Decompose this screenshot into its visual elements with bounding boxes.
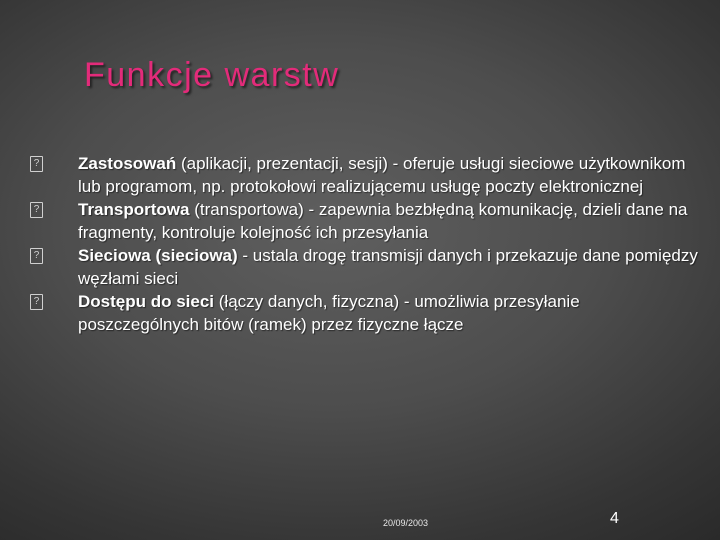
bullet-marker-icon: ? [30, 248, 43, 264]
footer-date: 20/09/2003 [383, 518, 429, 528]
bullet-text: (aplikacji, prezentacji, sesji) - oferuje usługi sieciowe użytkownikom lub programom, np. protokołowi realizującemu usługę poczty elektronicznej [78, 154, 686, 196]
bullet-item [30, 290, 700, 336]
bullet-item [30, 198, 700, 244]
bullet-text: (łączy danych, fizyczna) - umożliwia przesyłanie poszczególnych bitów (ramek) przez fizyczne łącze [78, 292, 580, 334]
bullet-marker-icon: ? [30, 156, 43, 172]
bullet-text: - ustala drogę transmisji danych i przekazuje dane pomiędzy węzłami sieci [78, 246, 698, 288]
bullet-list [30, 152, 700, 336]
bullet-term: Sieciowa (sieciowa) [78, 246, 238, 265]
slide-number: 4 [610, 510, 619, 527]
bullet-text: (transportowa) - zapewnia bezbłędną komunikację, dzieli dane na fragmenty, kontroluje kolejność ich przesyłania [78, 200, 688, 242]
bullet-item [30, 244, 700, 290]
bullet-term: Dostępu do sieci [78, 292, 215, 311]
bullet-term: Zastosowań [78, 154, 177, 173]
bullet-item [30, 152, 700, 198]
bullet-marker-icon: ? [30, 202, 43, 218]
bullet-marker-icon: ? [30, 294, 43, 310]
bullet-term: Transportowa [78, 200, 190, 219]
slide-title: Funkcje warstw [84, 56, 340, 94]
